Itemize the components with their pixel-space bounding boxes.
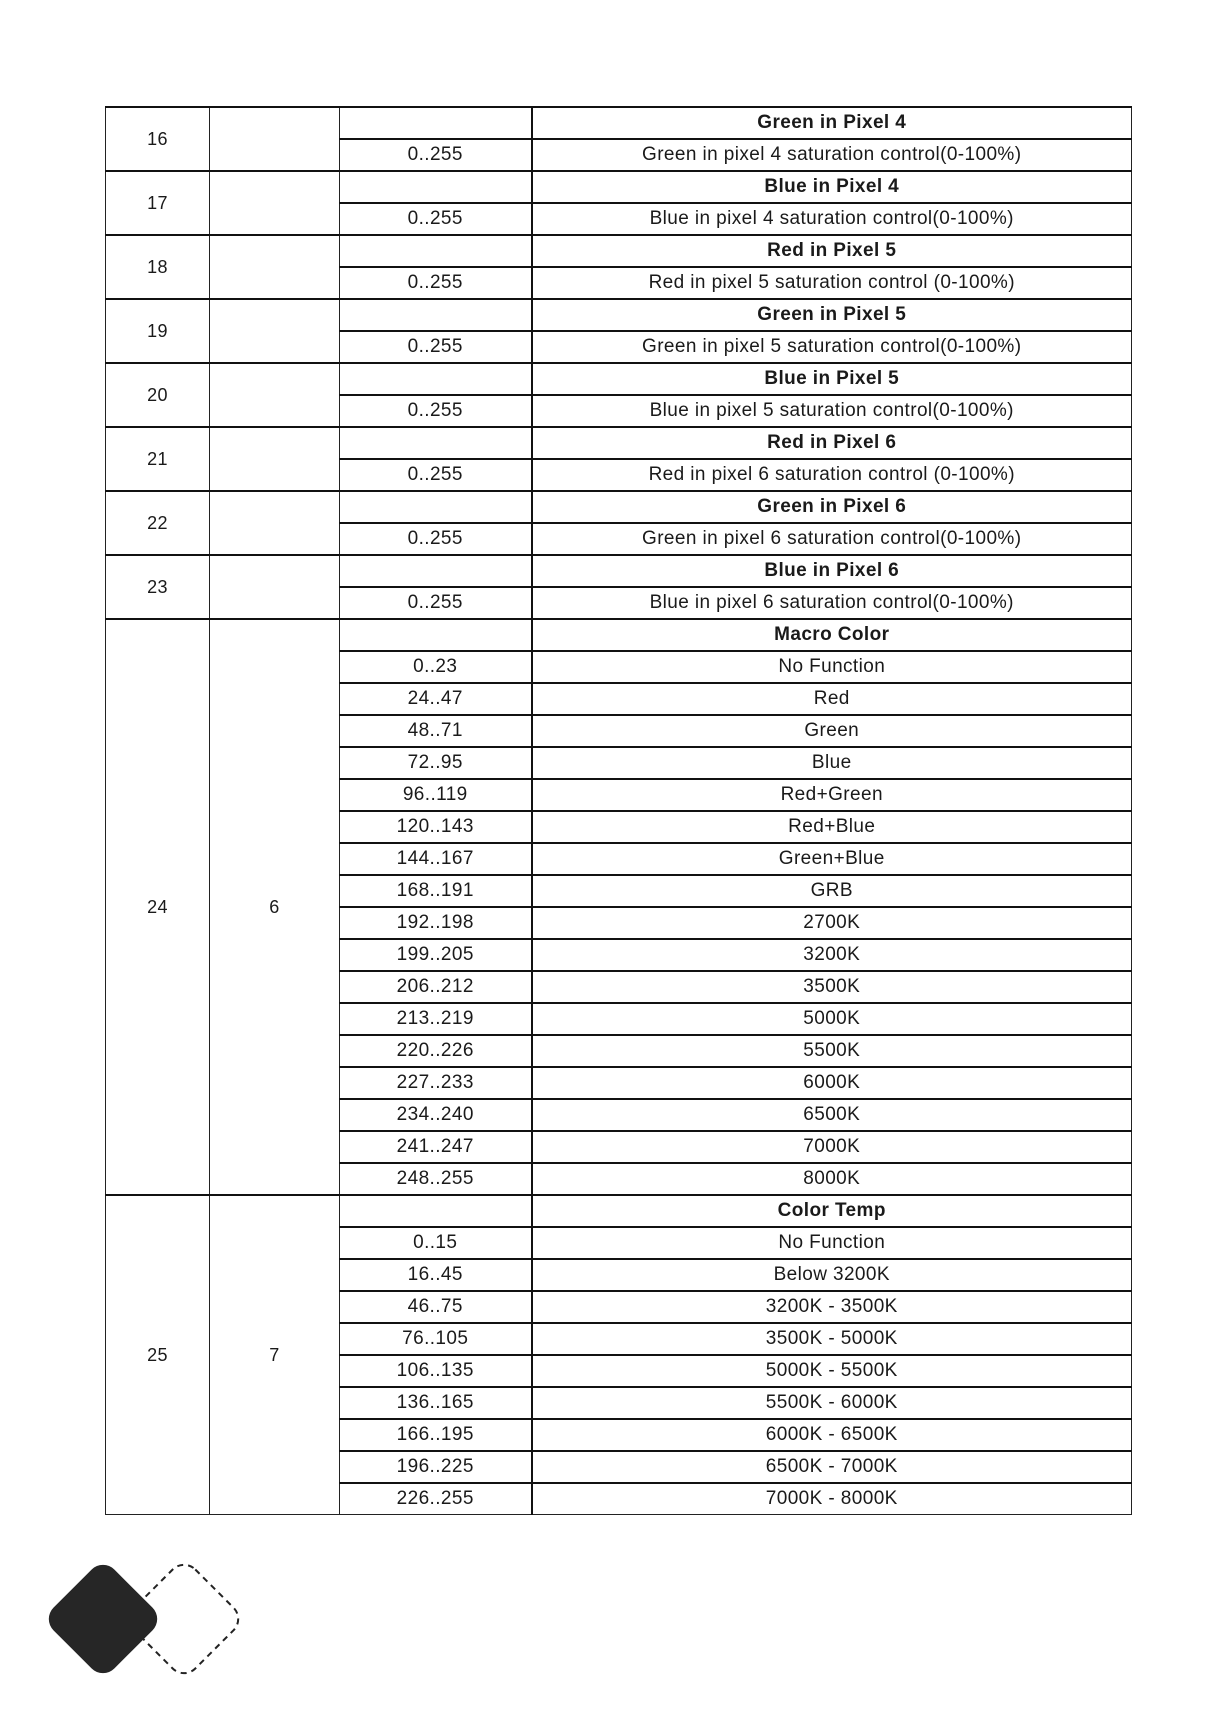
function-cell: Green+Blue — [532, 843, 1132, 875]
channel-sub-number: 6 — [210, 619, 340, 1195]
function-cell: Blue in pixel 6 saturation control(0-100%) — [532, 587, 1132, 619]
dmx-range-cell: 46..75 — [340, 1291, 532, 1323]
function-cell: 6000K - 6500K — [532, 1419, 1132, 1451]
dmx-range-cell: 220..226 — [340, 1035, 532, 1067]
function-cell: Blue in pixel 4 saturation control(0-100%) — [532, 203, 1132, 235]
dmx-range-cell: 48..71 — [340, 715, 532, 747]
channel-title-row — [106, 171, 1132, 203]
function-cell: 6000K — [532, 1067, 1132, 1099]
channel-title-row — [106, 235, 1132, 267]
dmx-range-cell: 24..47 — [340, 683, 532, 715]
empty-range-cell — [340, 107, 532, 139]
channel-sub-number — [210, 299, 340, 363]
channel-number: 20 — [106, 363, 210, 427]
function-cell: 6500K — [532, 1099, 1132, 1131]
channel-title: Blue in Pixel 6 — [532, 555, 1132, 587]
function-cell: Blue in pixel 5 saturation control(0-100%) — [532, 395, 1132, 427]
channel-sub-number — [210, 491, 340, 555]
function-cell: Green — [532, 715, 1132, 747]
dmx-range-cell: 0..255 — [340, 395, 532, 427]
channel-title-row — [106, 1195, 1132, 1227]
function-cell: 3500K — [532, 971, 1132, 1003]
function-cell: Blue — [532, 747, 1132, 779]
dmx-range-cell: 0..255 — [340, 267, 532, 299]
function-cell: 5000K - 5500K — [532, 1355, 1132, 1387]
empty-range-cell — [340, 1195, 532, 1227]
channel-number: 21 — [106, 427, 210, 491]
function-cell: 7000K — [532, 1131, 1132, 1163]
channel-number: 22 — [106, 491, 210, 555]
dmx-range-cell: 199..205 — [340, 939, 532, 971]
channel-number: 17 — [106, 171, 210, 235]
function-cell: Green in pixel 4 saturation control(0-100%) — [532, 139, 1132, 171]
dmx-range-cell: 96..119 — [340, 779, 532, 811]
channel-title: Color Temp — [532, 1195, 1132, 1227]
function-cell: Below 3200K — [532, 1259, 1132, 1291]
channel-title-row — [106, 107, 1132, 139]
function-cell: Green in pixel 6 saturation control(0-100%) — [532, 523, 1132, 555]
channel-title: Blue in Pixel 4 — [532, 171, 1132, 203]
channel-sub-number — [210, 235, 340, 299]
dmx-range-cell: 192..198 — [340, 907, 532, 939]
channel-title: Blue in Pixel 5 — [532, 363, 1132, 395]
empty-range-cell — [340, 299, 532, 331]
empty-range-cell — [340, 235, 532, 267]
dmx-range-cell: 213..219 — [340, 1003, 532, 1035]
function-cell: 7000K - 8000K — [532, 1483, 1132, 1515]
empty-range-cell — [340, 491, 532, 523]
function-cell: Red in pixel 5 saturation control (0-100%) — [532, 267, 1132, 299]
dmx-range-cell: 227..233 — [340, 1067, 532, 1099]
dmx-range-cell: 234..240 — [340, 1099, 532, 1131]
channel-number: 18 — [106, 235, 210, 299]
channel-sub-number — [210, 171, 340, 235]
channel-sub-number — [210, 363, 340, 427]
channel-title-row — [106, 363, 1132, 395]
dmx-range-cell: 168..191 — [340, 875, 532, 907]
dmx-range-cell: 0..255 — [340, 459, 532, 491]
function-cell: Red — [532, 683, 1132, 715]
channel-title: Green in Pixel 5 — [532, 299, 1132, 331]
function-cell: 3200K - 3500K — [532, 1291, 1132, 1323]
function-cell: GRB — [532, 875, 1132, 907]
function-cell: 5500K — [532, 1035, 1132, 1067]
empty-range-cell — [340, 363, 532, 395]
function-cell: Red+Green — [532, 779, 1132, 811]
function-cell: No Function — [532, 1227, 1132, 1259]
dmx-range-cell: 166..195 — [340, 1419, 532, 1451]
function-cell: Green in pixel 5 saturation control(0-100%) — [532, 331, 1132, 363]
channel-number: 16 — [106, 107, 210, 171]
function-cell: 3200K — [532, 939, 1132, 971]
function-cell: 2700K — [532, 907, 1132, 939]
dmx-range-cell: 0..255 — [340, 139, 532, 171]
function-cell: 3500K - 5000K — [532, 1323, 1132, 1355]
channel-title-row — [106, 619, 1132, 651]
function-cell: 8000K — [532, 1163, 1132, 1195]
dmx-range-cell: 120..143 — [340, 811, 532, 843]
function-cell: Red+Blue — [532, 811, 1132, 843]
channel-sub-number: 7 — [210, 1195, 340, 1515]
channel-title-row — [106, 491, 1132, 523]
dmx-range-cell: 196..225 — [340, 1451, 532, 1483]
channel-title-row — [106, 427, 1132, 459]
dmx-range-cell: 0..255 — [340, 587, 532, 619]
channel-title: Red in Pixel 6 — [532, 427, 1132, 459]
function-cell: 5000K — [532, 1003, 1132, 1035]
dmx-range-cell: 248..255 — [340, 1163, 532, 1195]
dmx-range-cell: 0..23 — [340, 651, 532, 683]
function-cell: Red in pixel 6 saturation control (0-100%) — [532, 459, 1132, 491]
empty-range-cell — [340, 171, 532, 203]
dmx-range-cell: 144..167 — [340, 843, 532, 875]
empty-range-cell — [340, 619, 532, 651]
dmx-range-cell: 206..212 — [340, 971, 532, 1003]
brand-logo-icon — [40, 1560, 260, 1700]
dmx-range-cell: 241..247 — [340, 1131, 532, 1163]
channel-title-row — [106, 299, 1132, 331]
channel-sub-number — [210, 427, 340, 491]
channel-title: Macro Color — [532, 619, 1132, 651]
function-cell: 5500K - 6000K — [532, 1387, 1132, 1419]
channel-title: Green in Pixel 6 — [532, 491, 1132, 523]
dmx-range-cell: 0..255 — [340, 203, 532, 235]
dmx-range-cell: 0..255 — [340, 331, 532, 363]
dmx-range-cell: 0..15 — [340, 1227, 532, 1259]
channel-title-row — [106, 555, 1132, 587]
function-cell: 6500K - 7000K — [532, 1451, 1132, 1483]
dmx-range-cell: 0..255 — [340, 523, 532, 555]
channel-number: 23 — [106, 555, 210, 619]
dmx-channel-table — [105, 106, 1132, 1515]
channel-title: Red in Pixel 5 — [532, 235, 1132, 267]
channel-sub-number — [210, 107, 340, 171]
dmx-range-cell: 72..95 — [340, 747, 532, 779]
dmx-range-cell: 136..165 — [340, 1387, 532, 1419]
channel-title: Green in Pixel 4 — [532, 107, 1132, 139]
dmx-range-cell: 106..135 — [340, 1355, 532, 1387]
channel-number: 25 — [106, 1195, 210, 1515]
function-cell: No Function — [532, 651, 1132, 683]
channel-number: 24 — [106, 619, 210, 1195]
dmx-range-cell: 16..45 — [340, 1259, 532, 1291]
dmx-range-cell: 76..105 — [340, 1323, 532, 1355]
channel-sub-number — [210, 555, 340, 619]
empty-range-cell — [340, 427, 532, 459]
dmx-range-cell: 226..255 — [340, 1483, 532, 1515]
empty-range-cell — [340, 555, 532, 587]
channel-number: 19 — [106, 299, 210, 363]
